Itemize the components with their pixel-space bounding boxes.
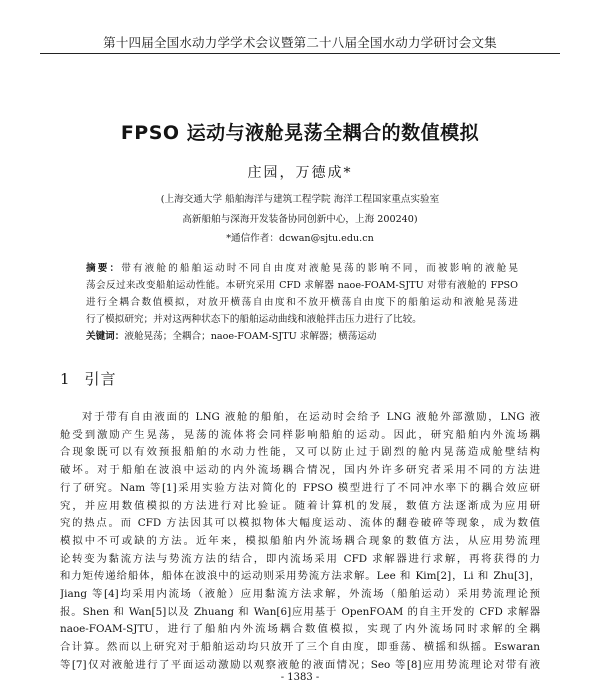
body-line: 模拟中不可或缺的方法。近年来，模拟船舶内外流场耦合现象的数值方法，从应用势流理 (60, 534, 540, 547)
section-title: 引言 (84, 370, 117, 388)
body-line: 论转变为黏流方法与势流方法的结合，即内流场采用 CFD 求解器进行求解，再将获得的力 (60, 552, 540, 565)
running-header: 第十四届全国水动力学学术会议暨第二十八届全国水动力学研讨会文集 (103, 35, 497, 50)
page-number: - 1383 - (280, 672, 320, 683)
body-line: 合现象既可以有效预报船舶的水动力性能，又可以防止过于剧烈的舱内晃荡造成舱壁结构 (60, 446, 540, 459)
section-heading (60, 368, 117, 389)
abstract-line: 荡会反过来改变船舶运动性能。本研究采用 CFD 求解器 naoe-FOAM-SJTU 对带有液舱的 FPSO (86, 280, 518, 291)
section-number: 1 (60, 370, 71, 388)
body-line: 报。Shen 和 Wan[5]以及 Zhuang 和 Wan[6]应用基于 OpenFOAM 的自主开发的 CFD 求解器 (60, 605, 540, 618)
body-line: 合计算。然而以上研究对于船舶运动均只放开了三个自由度，即垂荡、横摇和纵摇。Eswaran (60, 641, 540, 654)
body-line: 舱受到激励产生晃荡，晃荡的流体将会同样影响船舶的运动。因此，研究船舶内外流场耦 (60, 428, 540, 441)
abstract-line: 进行全耦合数值模拟，对放开横荡自由度和不放开横荡自由度下的船舶运动和液舱晃荡进 (86, 297, 518, 308)
corresponding-author: *通信作者：dcwan@sjtu.edu.cn (226, 233, 374, 244)
paper-title: FPSO 运动与液舱晃荡全耦合的数值模拟 (120, 122, 480, 144)
body-line: 等[7]仅对液舱进行了平面运动激励以观察液舱的液面情况；Seo 等[8]应用势流理论对带有液 (60, 658, 540, 671)
body-line: 究的热点。而 CFD 方法因其可以模拟物体大幅度运动、流体的翻卷破碎等现象，成为数值 (60, 517, 540, 530)
body-line: 对于带有自由液面的 LNG 液舱的船舶，在运动时会给予 LNG 液舱外部激励，LNG 液 (82, 411, 540, 423)
affiliation-line-2: 高新船舶与深海开发装备协同创新中心，上海 200240) (182, 214, 418, 225)
header-rule (40, 53, 560, 54)
body-text (60, 409, 540, 675)
body-line: 和力矩传递给船体，船体在波浪中的运动则采用势流方法求解。Lee 和 Kim[2]，Li 和 Zhu[3]， (60, 570, 540, 583)
body-line: naoe-FOAM-SJTU，进行了船舶内外流场耦合数值模拟，实现了内外流场同时求解的全耦 (60, 623, 540, 636)
keywords-text: 液舱晃荡；全耦合；naoe-FOAM-SJTU 求解器；横荡运动 (124, 331, 377, 342)
keywords-label: 关键词： (86, 331, 125, 342)
abstract (86, 260, 518, 328)
abstract-label: 摘要： (86, 263, 122, 274)
affiliation-line-1: (上海交通大学 船舶海洋与建筑工程学院 海洋工程国家重点实验室 (160, 194, 440, 205)
keywords-line (86, 328, 518, 345)
body-line: Jiang 等[4]均采用内流场（液舱）应用黏流方法求解，外流场（船舶运动）采用势流理论预 (60, 588, 540, 601)
abstract-line: 行了模拟研究；并对这两种状态下的船舶运动曲线和液舱拌击压力进行了比较。 (86, 314, 422, 325)
keywords (86, 328, 518, 345)
body-line: 究，并应用数值模拟的方法进行对比验证。随着计算机的发展，数值方法逐渐成为应用研 (60, 499, 540, 512)
body-line: 破坏。对于船舶在波浪中运动的内外流场耦合情况，国内外许多研究者采用不同的方法进 (60, 464, 540, 477)
abstract-line: 摘要：带有液舱的船舶运动时不同自由度对液舱晃荡的影响不同，而被影响的液舱晃 (86, 263, 519, 274)
paper-authors: 庄园，万德成* (247, 165, 353, 181)
body-line: 行了研究。Nam 等[1]采用实验方法对简化的 FPSO 模型进行了不同冲水率下的耦合效应研 (60, 481, 540, 494)
